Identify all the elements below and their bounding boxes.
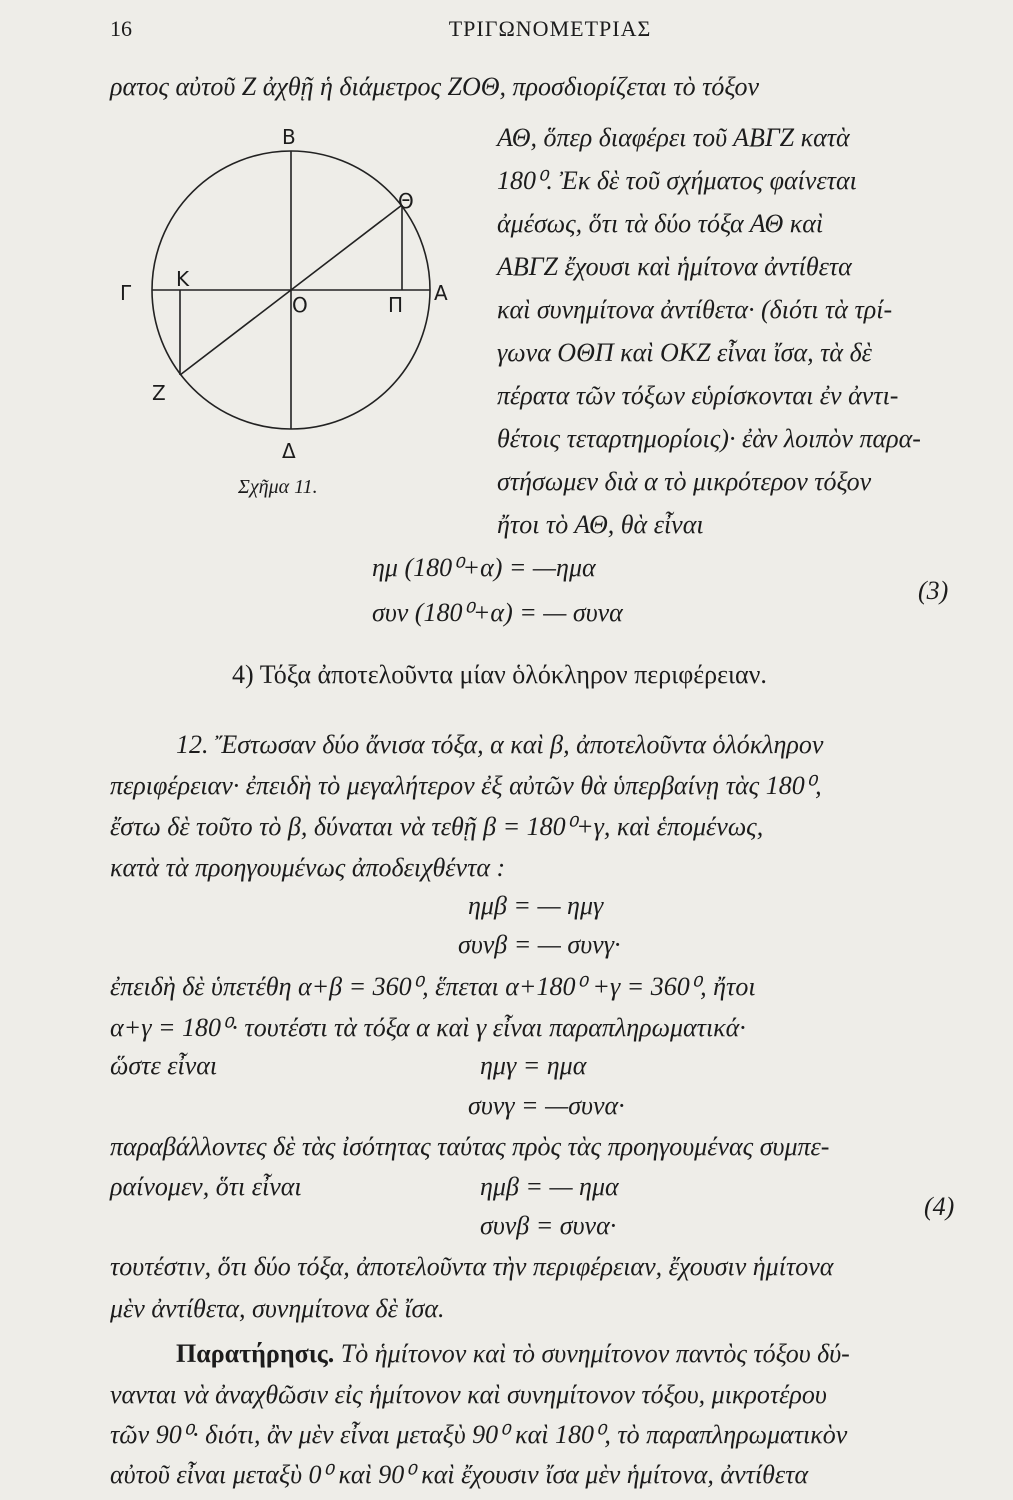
text-line-8: πέρατα τῶν τόξων εὑρίσκονται ἐν ἀντι-: [497, 381, 899, 410]
unit-circle-diagram: [110, 110, 470, 510]
text-line-1: ρατος αὐτοῦ Ζ ἀχθῇ ἡ διάμετρος ΖΟΘ, προσδιορίζεται τὸ τόξον: [110, 72, 759, 101]
label-o: Ο: [292, 293, 308, 317]
label-gamma: Γ: [120, 281, 132, 305]
text-line-9: θέτοις τεταρτημορίοις)· ἐὰν λοιπὸν παρα-: [497, 424, 921, 453]
para-12-line-4: κατὰ τὰ προηγουμένως ἀποδειχθέντα :: [110, 852, 506, 882]
para-12-line-10: τουτέστιν, ὅτι δύο τόξα, ἀποτελοῦντα τὴν περιφέρειαν, ἔχουσιν ἡμίτονα: [110, 1252, 834, 1282]
text-line-6: καὶ συνημίτονα ἀντίθετα· (διότι τὰ τρί-: [497, 295, 893, 324]
figure-caption: Σχῆμα 11.: [238, 476, 318, 498]
equation-3b: συν (180⁰+α) = — συνα: [372, 598, 623, 627]
section-heading-4: 4) Τόξα ἀποτελοῦντα μίαν ὁλόκληρον περιφέρειαν.: [232, 660, 767, 690]
text-line-10: στήσωμεν διὰ α τὸ μικρότερον τόξον: [497, 467, 872, 496]
running-title: ΤΡΙΓΩΝΟΜΕΤΡΙΑΣ: [448, 16, 652, 41]
para-12-line-3: ἔστω δὲ τοῦτο τὸ β, δύναται νὰ τεθῇ β = 180⁰+γ, καὶ ἑπομένως,: [110, 811, 764, 841]
text-line-3: 180⁰. Ἐκ δὲ τοῦ σχήματος φαίνεται: [497, 166, 857, 195]
text-line-7: γωνα ΟΘΠ καὶ ΟΚΖ εἶναι ἴσα, τὰ δὲ: [497, 338, 872, 367]
remark-line-4: αὐτοῦ εἶναι μεταξὺ 0⁰ καὶ 90⁰ καὶ ἔχουσιν ἴσα μὲν ἡμίτονα, ἀντίθετα: [110, 1460, 809, 1489]
para-12-line-2: περιφέρειαν· ἐπειδὴ τὸ μεγαλήτερον ἐξ αὐτῶν θὰ ὑπερβαίνῃ τὰς 180⁰,: [110, 770, 822, 800]
figure-unit-circle: [110, 110, 470, 510]
remark-line-1: [176, 1339, 850, 1369]
equation-b1: ημβ = — ημγ: [468, 891, 604, 921]
para-12-line-9: ραίνομεν, ὅτι εἶναι: [110, 1172, 302, 1202]
label-a: Α: [434, 281, 448, 305]
remark-title: Παρατήρησις.: [176, 1339, 335, 1369]
label-k: Κ: [176, 267, 190, 291]
equation-4b: συνβ = συνα·: [480, 1211, 617, 1241]
text-line-11: ἤτοι τὸ ΑΘ, θὰ εἶναι: [497, 510, 704, 539]
label-b: Β: [282, 125, 296, 149]
equation-c1: ημγ = ημα: [480, 1051, 587, 1081]
remark-line-1-text: Τὸ ἡμίτονον καὶ τὸ συνημίτονον παντὸς τόξου δύ-: [334, 1339, 850, 1369]
equation-4a: ημβ = — ημα: [480, 1172, 619, 1202]
para-12-line-6: α+γ = 180⁰· τουτέστι τὰ τόξα α καὶ γ εἶναι παραπληρωματικά·: [110, 1012, 746, 1042]
remark-line-3: τῶν 90⁰· διότι, ἂν μὲν εἶναι μεταξὺ 90⁰ καὶ 180⁰, τὸ παραπληρωματικὸν: [110, 1419, 848, 1449]
para-12-line-8: παραβάλλοντες δὲ τὰς ἰσότητας ταύτας πρὸς τὰς προηγουμένας συμπε-: [110, 1131, 830, 1161]
label-theta: Θ: [398, 189, 414, 213]
para-12-line-7: ὥστε εἶναι: [110, 1051, 218, 1081]
page-number: 16: [110, 16, 132, 41]
equation-number-3: (3): [918, 576, 949, 605]
equation-3a: ημ (180⁰+α) = —ημα: [372, 553, 596, 582]
label-delta: Δ: [282, 439, 296, 463]
para-12-line-5: ἐπειδὴ δὲ ὑπετέθη α+β = 360⁰, ἕπεται α+180⁰ +γ = 360⁰, ἤτοι: [110, 971, 756, 1001]
label-pi: Π: [388, 293, 404, 317]
remark-line-2: νανται νὰ ἀναχθῶσιν εἰς ἡμίτονον καὶ συνημίτονον τόξου, μικροτέρου: [110, 1379, 827, 1409]
equation-b2: συνβ = — συνγ·: [458, 929, 621, 959]
equation-number-4: (4): [924, 1192, 955, 1222]
para-12-line-11: μὲν ἀντίθετα, συνημίτονα δὲ ἴσα.: [110, 1293, 445, 1323]
page-header: [110, 16, 990, 52]
text-line-2: ΑΘ, ὅπερ διαφέρει τοῦ ΑΒΓΖ κατὰ: [497, 123, 850, 152]
label-z: Ζ: [152, 381, 166, 405]
text-line-4: ἀμέσως, ὅτι τὰ δύο τόξα ΑΘ καὶ: [497, 209, 824, 238]
para-12-line-1: 12. Ἔστωσαν δύο ἄνισα τόξα, α καὶ β, ἀποτελοῦντα ὁλόκληρον: [176, 729, 824, 759]
equation-c2: συνγ = —συνα·: [468, 1090, 625, 1120]
text-line-5: ΑΒΓΖ ἔχουσι καὶ ἡμίτονα ἀντίθετα: [497, 252, 852, 281]
